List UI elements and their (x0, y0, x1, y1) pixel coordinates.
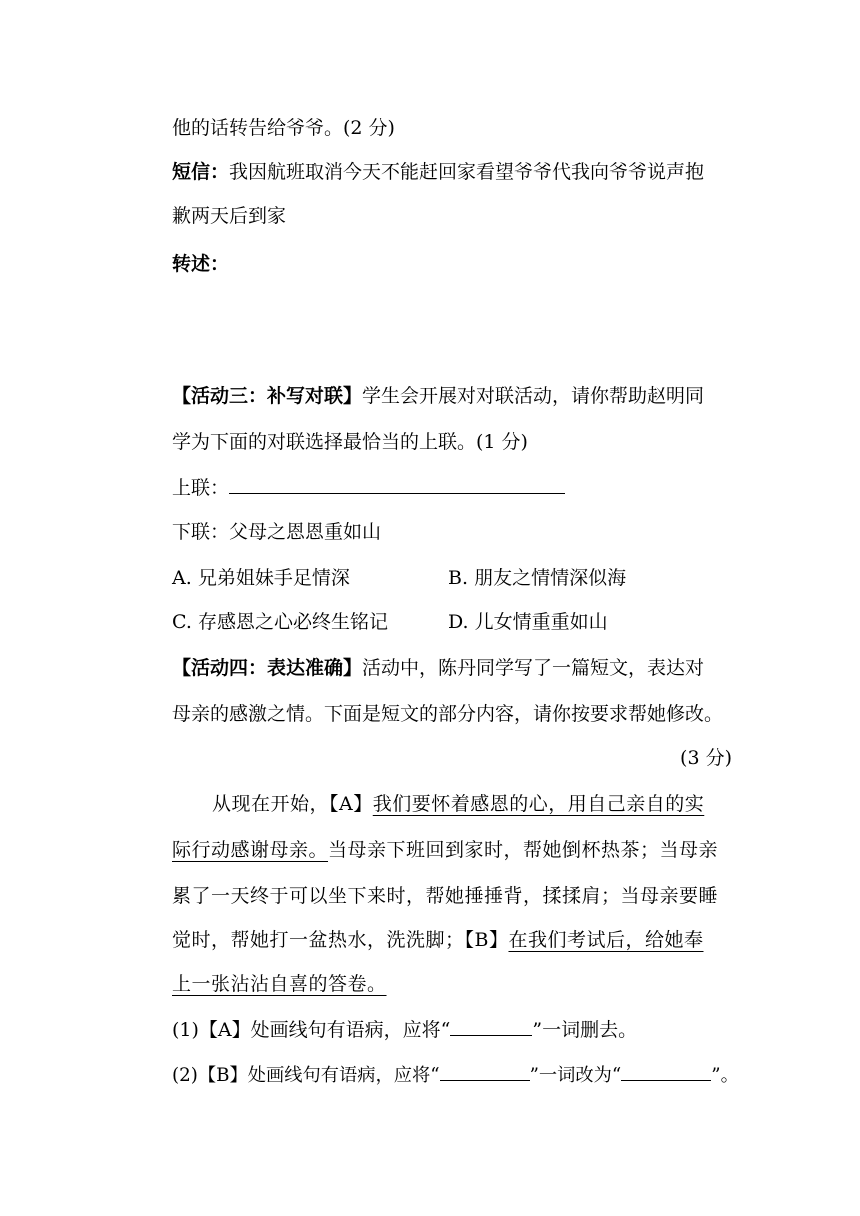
option-text: 兄弟姐妹手足情深 (197, 567, 350, 589)
option-key: C. (172, 611, 192, 633)
option-a[interactable] (172, 566, 350, 590)
sms-line-1 (172, 160, 704, 184)
passage-text: 当母亲下班回到家时，帮她倒杯热茶；当母亲 (328, 839, 719, 861)
option-text: 儿女情重重如山 (474, 611, 608, 633)
underlined-sentence-b: 在我们考试后，给她奉 (508, 929, 704, 951)
marker-b: 【B】 (464, 929, 509, 951)
marker-a: 【A】 (329, 793, 373, 815)
question-2-pre: (2)【B】处画线句有语病，应将“ (172, 1065, 440, 1086)
question-1-pre: (1)【A】处画线句有语病，应将“ (172, 1019, 451, 1041)
activity3-intro-1 (172, 384, 704, 408)
upper-couplet-label: 上联： (172, 477, 230, 499)
passage-line-2 (172, 838, 718, 862)
question-2-blank-1[interactable] (440, 1064, 530, 1081)
option-text: 朋友之情情深似海 (474, 567, 627, 589)
question-1-blank[interactable] (450, 1019, 532, 1036)
lower-couplet-text: 父母之恩恩重如山 (229, 521, 382, 543)
option-c[interactable] (172, 610, 388, 634)
sms-label: 短信： (172, 161, 230, 183)
lower-couplet-label: 下联： (172, 521, 230, 543)
question-2-post: ”。 (711, 1065, 739, 1086)
sms-text-1: 我因航班取消今天不能赶回家看望爷爷代我向爷爷说声抱 (229, 161, 705, 183)
question-2-mid: ”一词改为“ (529, 1065, 622, 1086)
underlined-sentence-a: 我们要怀着感恩的心，用自己亲自的实 (372, 793, 705, 815)
activity4-title: 【活动四：表达准确】 (172, 657, 363, 679)
retell-label: 转述： (172, 253, 230, 275)
option-d[interactable] (448, 610, 608, 634)
option-b[interactable] (448, 566, 626, 590)
lower-couplet-row (172, 520, 381, 544)
activity4-score: (3 分) (680, 747, 732, 769)
question-1 (172, 1018, 637, 1042)
sms-text-2: 歉两天后到家 (172, 205, 287, 227)
question-1-post: ”一词删去。 (532, 1019, 638, 1041)
option-key: A. (172, 567, 192, 589)
option-key: D. (448, 611, 469, 633)
option-key: B. (448, 567, 469, 589)
upper-couplet-blank[interactable] (229, 477, 565, 494)
underlined-sentence-b-end: 上一张沾沾自喜的答卷。 (172, 973, 387, 995)
passage-line-4 (172, 928, 704, 952)
passage-line-3: 累了一天终于可以坐下来时，帮她捶捶背，揉揉肩；当母亲要睡 (172, 885, 719, 907)
activity3-title: 【活动三：补写对联】 (172, 385, 363, 407)
activity4-intro-2: 母亲的感激之情。下面是短文的部分内容，请你按要求帮她修改。 (172, 703, 724, 725)
activity4-intro-text-1: 活动中，陈丹同学写了一篇短文，表达对 (362, 657, 705, 679)
question-2 (172, 1064, 739, 1088)
activity3-intro-text-1: 学生会开展对对联活动，请你帮助赵明同 (362, 385, 705, 407)
question-2-blank-2[interactable] (621, 1064, 711, 1081)
passage-text: 从现在开始， (212, 793, 330, 815)
task-intro-end: 他的话转告给爷爷。(2 分) (172, 117, 395, 139)
upper-couplet-row (172, 476, 565, 500)
activity3-intro-2: 学为下面的对联选择最恰当的上联。(1 分) (172, 431, 528, 453)
passage-text: 觉时，帮她打一盆热水，洗洗脚； (172, 929, 465, 951)
underlined-sentence-a-end: 际行动感谢母亲。 (172, 839, 329, 861)
passage-line-5 (172, 972, 387, 996)
option-text: 存感恩之心必终生铭记 (197, 611, 388, 633)
activity4-intro-1 (172, 656, 704, 680)
passage-line-1 (212, 792, 704, 816)
